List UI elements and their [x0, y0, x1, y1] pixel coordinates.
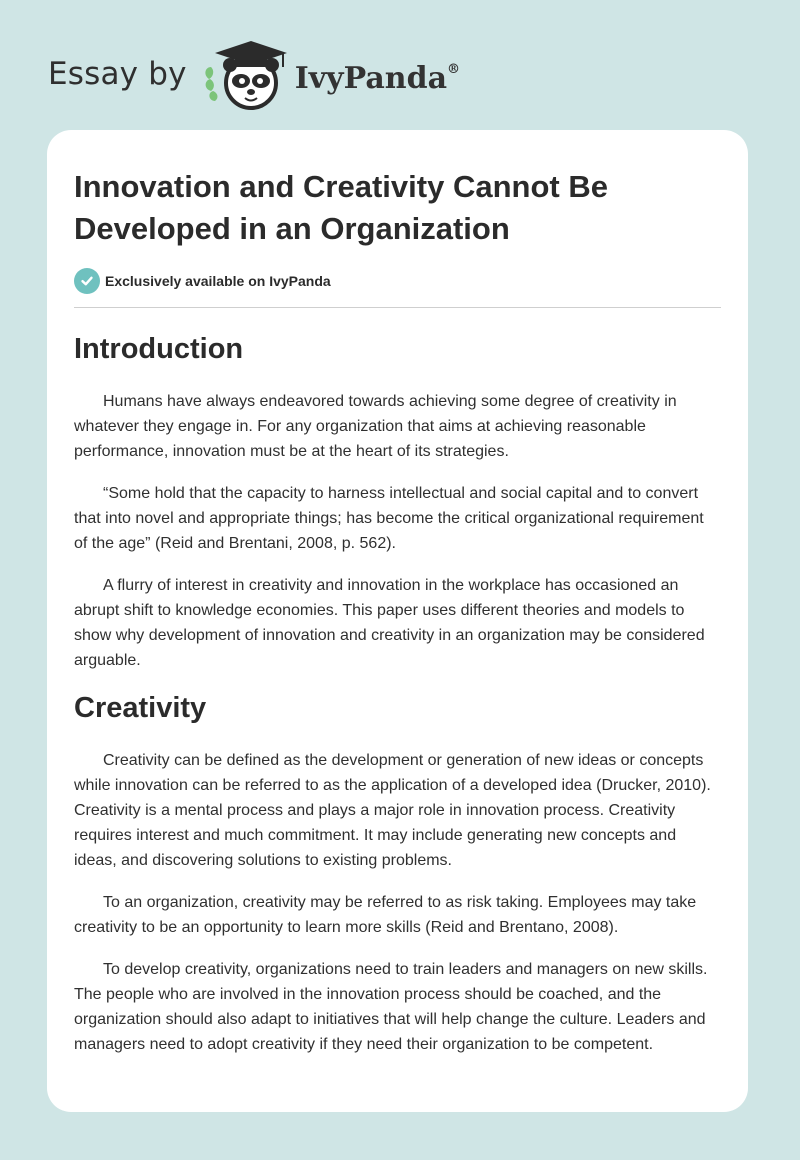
- page-title: Innovation and Creativity Cannot Be Developed in an Organization: [74, 169, 608, 246]
- paragraph: Creativity can be defined as the development or generation of new ideas or concepts while innovation can be referred to as the application of a developed idea (Drucker, 2010). Creativity is a mental process and plays a major role in innovation process. Creativity requires interest and much commitment. It may include generating new concepts and ideas, and discovering solutions to existing problems.: [74, 752, 711, 869]
- section-heading: Introduction: [74, 333, 244, 365]
- brand-name[interactable]: IvyPanda®: [294, 60, 461, 96]
- site-header: [48, 34, 460, 114]
- paragraph: To an organization, creativity may be referred to as risk taking. Employees may take creativity to be an opportunity to learn more skills (Reid and Brentano, 2008).: [74, 894, 697, 936]
- panda-graduate-logo[interactable]: [201, 35, 293, 113]
- section-heading: Creativity: [74, 692, 207, 724]
- paragraph: To develop creativity, organizations need to train leaders and managers on new skills. The people who are involved in the innovation process should be coached, and the organization should also adapt to initiatives that will help change the culture. Leaders and managers need to adopt creativity if they need their organization to be competent.: [74, 961, 708, 1053]
- exclusive-label: Exclusively available on IvyPanda: [105, 273, 331, 289]
- section-creativity: [74, 688, 721, 1057]
- paragraph: A flurry of interest in creativity and innovation in the workplace has occasioned an abrupt shift to knowledge economies. This paper uses different theories and models to show why development of innovation and creativity in an organization may be considered arguable.: [74, 577, 705, 669]
- essay-by-label: Essay by: [48, 56, 187, 92]
- essay-card: [47, 130, 748, 1112]
- divider: [74, 307, 721, 308]
- check-icon: [74, 268, 100, 294]
- section-introduction: [74, 329, 721, 673]
- registered-mark: ®: [447, 61, 461, 77]
- paragraph: Humans have always endeavored towards achieving some degree of creativity in whatever they engage in. For any organization that aims at achieving reasonable performance, innovation must be at the heart of its strategies.: [74, 393, 677, 460]
- exclusive-badge: [74, 267, 721, 295]
- paragraph: “Some hold that the capacity to harness intellectual and social capital and to convert that into novel and appropriate things; has become the critical organizational requirement of the age” (Reid and Brentani, 2008, p. 562).: [74, 485, 704, 552]
